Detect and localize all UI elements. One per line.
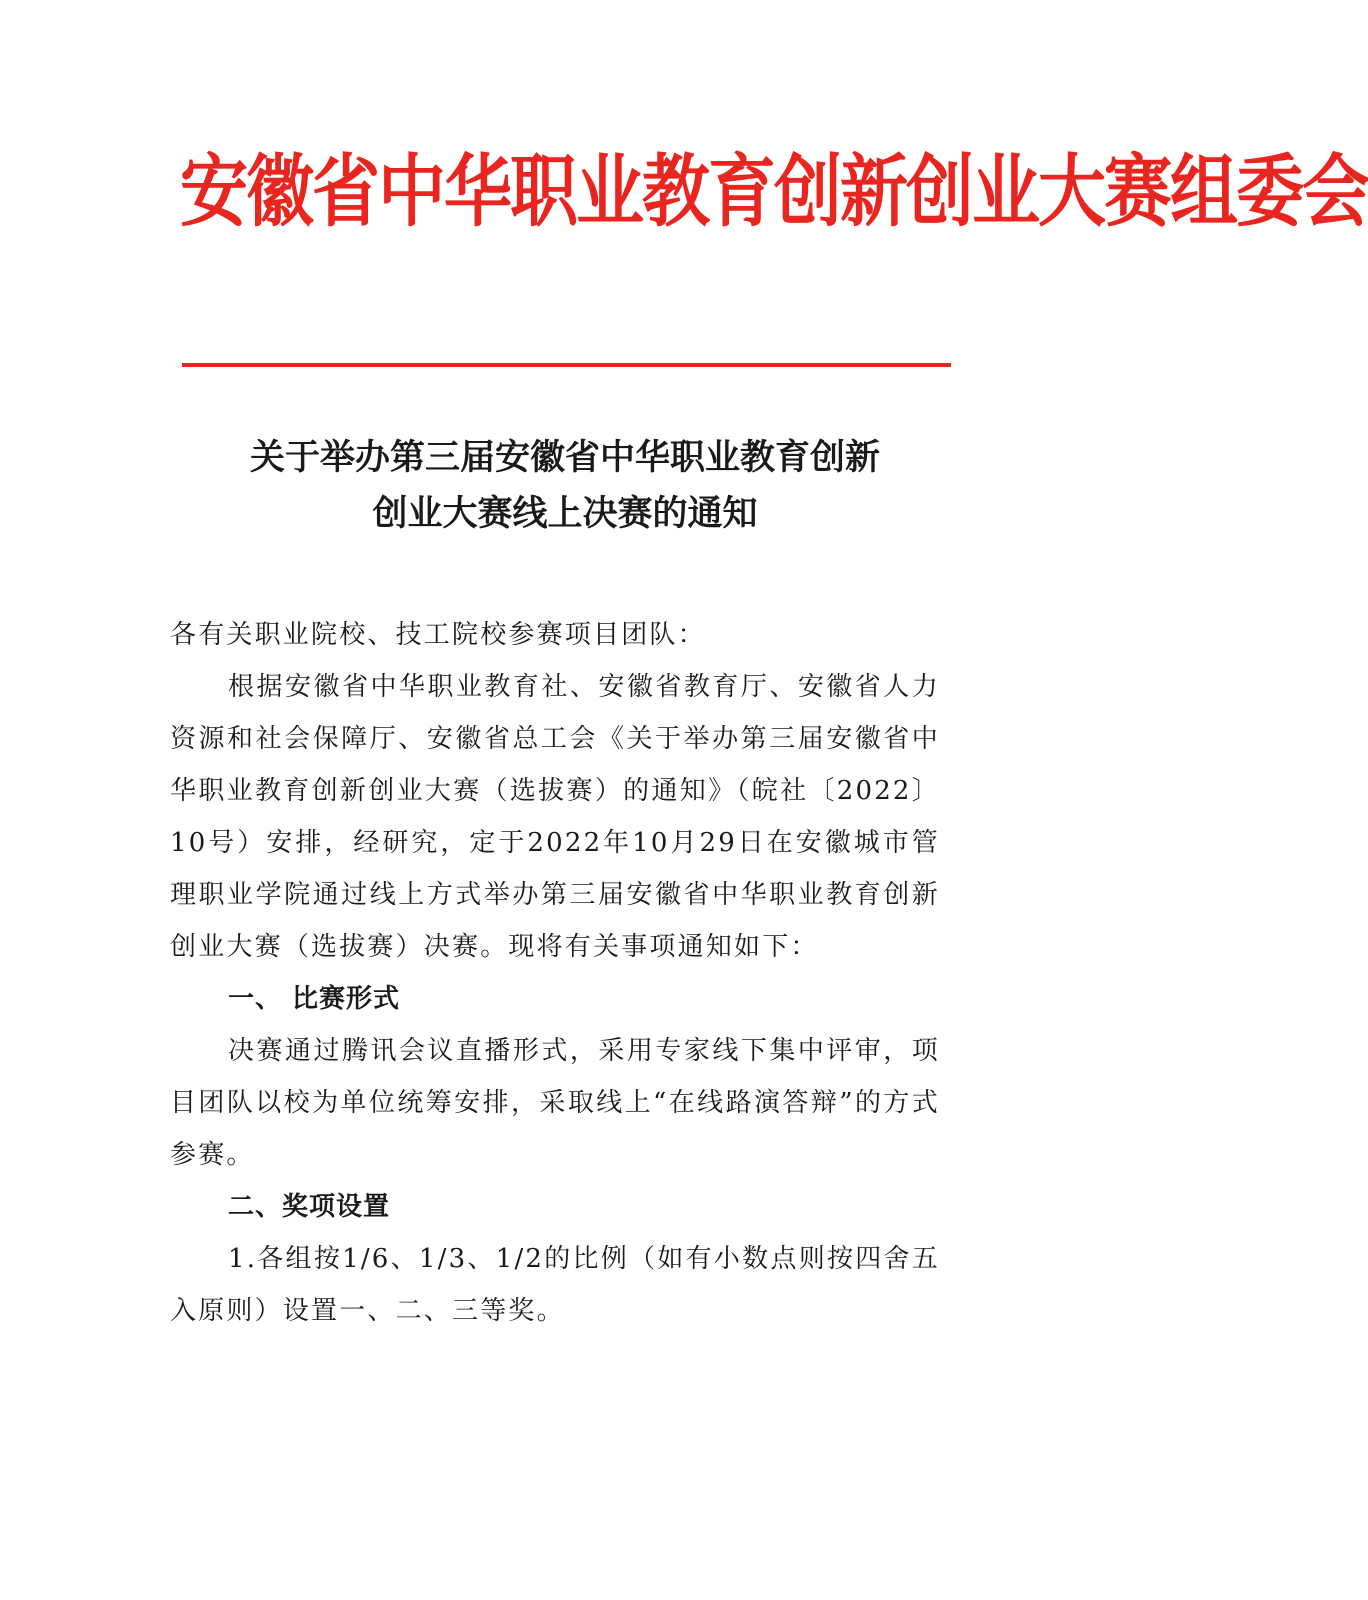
section-1-paragraph: 决赛通过腾讯会议直播形式，采用专家线下集中评审，项目团队以校为单位统筹安排，采取线上“在线路演答辩”的方式参赛。: [170, 1036, 940, 1170]
document-title: [150, 430, 980, 542]
salutation: 各有关职业院校、技工院校参赛项目团队：: [170, 620, 706, 650]
section-2-heading: 二、奖项设置: [228, 1192, 391, 1222]
section-2-item-1: 1.各组按1/6、1/3、1/2的比例（如有小数点则按四舍五入原则）设置一、二、三等奖。: [170, 1244, 940, 1326]
document-title-line-2: 创业大赛线上决赛的通知: [372, 494, 758, 534]
issuing-organization-header: 安徽省中华职业教育创新创业大赛组委会: [180, 147, 1368, 238]
document-title-line-1: 关于举办第三届安徽省中华职业教育创新: [249, 438, 880, 478]
intro-paragraph: 根据安徽省中华职业教育社、安徽省教育厅、安徽省人力资源和社会保障厅、安徽省总工会《关于举办第三届安徽省中华职业教育创新创业大赛（选拔赛）的通知》（皖社〔2022〕10号）安排，经研究，定于2022年10月29日在安徽城市管理职业学院通过线上方式举办第三届安徽省中华职业教育创新创业大赛（选拔赛）决赛。现将有关事项通知如下：: [170, 672, 940, 962]
red-divider-line: [182, 363, 951, 367]
section-1-heading: 一、 比赛形式: [228, 984, 401, 1014]
document-body: [170, 609, 940, 1337]
